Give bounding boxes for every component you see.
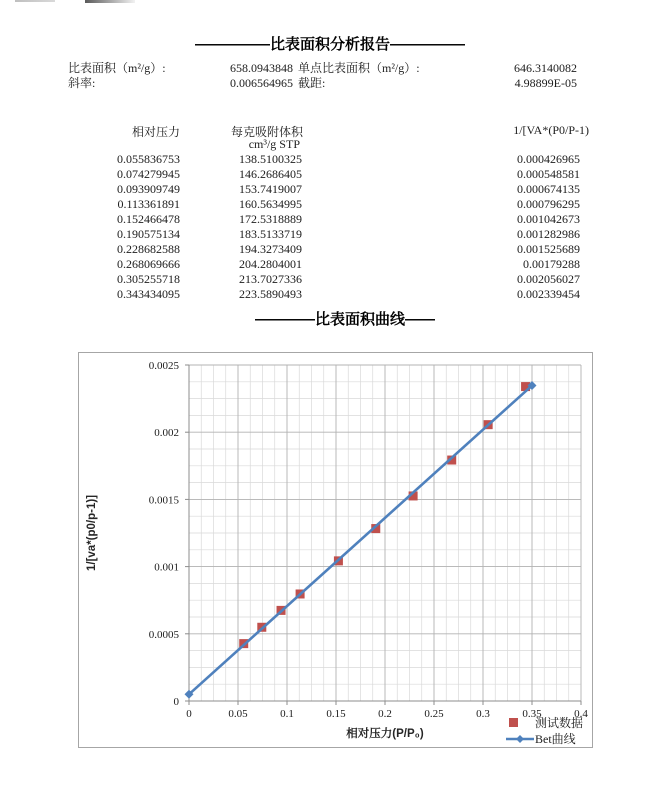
table-cell: 0.305255718: [117, 272, 180, 286]
y-tick-label: 0: [173, 696, 179, 708]
legend-label-bet-curve: Bet曲线: [535, 732, 576, 746]
table-row: [0, 241, 650, 256]
table-cell: 0.000796295: [517, 197, 580, 211]
table-cell: 0.228682588: [117, 242, 180, 256]
table-cell: 0.000426965: [517, 152, 580, 166]
table-cell: 194.3273409: [239, 242, 302, 256]
table-cell: 0.268069666: [117, 257, 180, 271]
table-cell: 0.002339454: [517, 287, 580, 301]
x-tick-label: 0: [186, 708, 192, 720]
table-row: [0, 151, 650, 166]
table-cell: 153.7419007: [239, 182, 302, 196]
table-cell: 0.055836753: [117, 152, 180, 166]
table-cell: 223.5890493: [239, 287, 302, 301]
table-cell: 183.5133719: [239, 227, 302, 241]
table-cell: 0.001282986: [517, 227, 580, 241]
legend-swatch-square: [509, 718, 518, 727]
table-cell: 0.190575134: [117, 227, 180, 241]
x-tick-label: 0.2: [378, 708, 392, 720]
table-row: [0, 226, 650, 241]
table-cell: 0.093909749: [117, 182, 180, 196]
table-row: [0, 211, 650, 226]
field-value-surface-area: 658.0943848: [230, 61, 293, 75]
y-tick-label: 0.0015: [148, 494, 179, 507]
field-label-intercept: 截距:: [298, 76, 326, 90]
table-row: [0, 166, 650, 181]
y-axis-title: 1/[va*(p0/p-1)]: [86, 494, 98, 572]
legend-label-test-data: 测试数据: [535, 716, 584, 730]
y-tick-label: 0.0025: [148, 360, 179, 372]
x-tick-label: 0.1: [280, 708, 294, 720]
table-header-volume-unit: cm³/g STP: [248, 137, 300, 151]
data-table-rows: [0, 151, 650, 301]
table-cell: 213.7027336: [239, 272, 302, 286]
field-label-single-point-area: 单点比表面积（m²/g）:: [298, 61, 420, 75]
curve-section-title: ————比表面积曲线——: [255, 311, 436, 328]
table-header-adsorbed-volume: 每克吸附体积: [230, 125, 303, 139]
table-cell: 0.343434095: [117, 287, 180, 301]
table-cell: 0.00179288: [523, 257, 580, 271]
table-cell: 160.5634995: [239, 197, 302, 211]
table-cell: 146.2686405: [239, 167, 302, 181]
table-cell: 0.000548581: [517, 167, 580, 181]
table-cell: 0.001042673: [517, 212, 580, 226]
table-cell: 0.152466478: [117, 212, 180, 226]
x-tick-label: 0.05: [228, 708, 248, 720]
bet-chart: [78, 352, 593, 748]
table-header-relative-pressure: 相对压力: [131, 125, 180, 139]
x-axis-title: 相对压力(P/P₀): [346, 728, 424, 740]
x-tick-label: 0.25: [424, 708, 444, 720]
report-title: —————比表面积分析报告—————: [195, 36, 466, 53]
x-tick-label: 0.35: [522, 708, 542, 720]
field-value-intercept: 4.98899E-05: [514, 76, 577, 90]
field-label-slope: 斜率:: [68, 76, 96, 90]
legend-diamond-marker: [516, 735, 524, 743]
table-header-bet-term: 1/[VA*(P0/P-1): [513, 123, 589, 137]
y-tick-label: 0.0005: [148, 628, 179, 641]
table-cell: 172.5318889: [239, 212, 302, 226]
bet-chart-svg: [79, 353, 592, 747]
table-row: [0, 286, 650, 301]
table-row: [0, 256, 650, 271]
table-cell: 204.2804001: [239, 257, 302, 271]
table-cell: 0.074279945: [117, 167, 180, 181]
table-cell: 0.001525689: [517, 242, 580, 256]
top-edge-artifact-1: [15, 0, 55, 2]
x-tick-label: 0.15: [326, 708, 346, 720]
table-row: [0, 181, 650, 196]
table-cell: 0.002056027: [517, 272, 580, 286]
x-tick-label: 0.3: [476, 708, 490, 720]
table-cell: 0.113361891: [117, 197, 180, 211]
table-cell: 0.000674135: [517, 182, 580, 196]
table-row: [0, 196, 650, 211]
top-edge-artifact-2: [85, 0, 135, 3]
field-value-slope: 0.006564965: [230, 76, 293, 90]
table-row: [0, 271, 650, 286]
table-cell: 138.5100325: [239, 152, 302, 166]
y-tick-label: 0.001: [154, 561, 179, 574]
field-label-surface-area: 比表面积（m²/g）:: [68, 61, 166, 75]
field-value-single-point-area: 646.3140082: [514, 61, 577, 75]
y-tick-label: 0.002: [154, 427, 179, 440]
x-tick-label: 0.4: [574, 708, 588, 720]
